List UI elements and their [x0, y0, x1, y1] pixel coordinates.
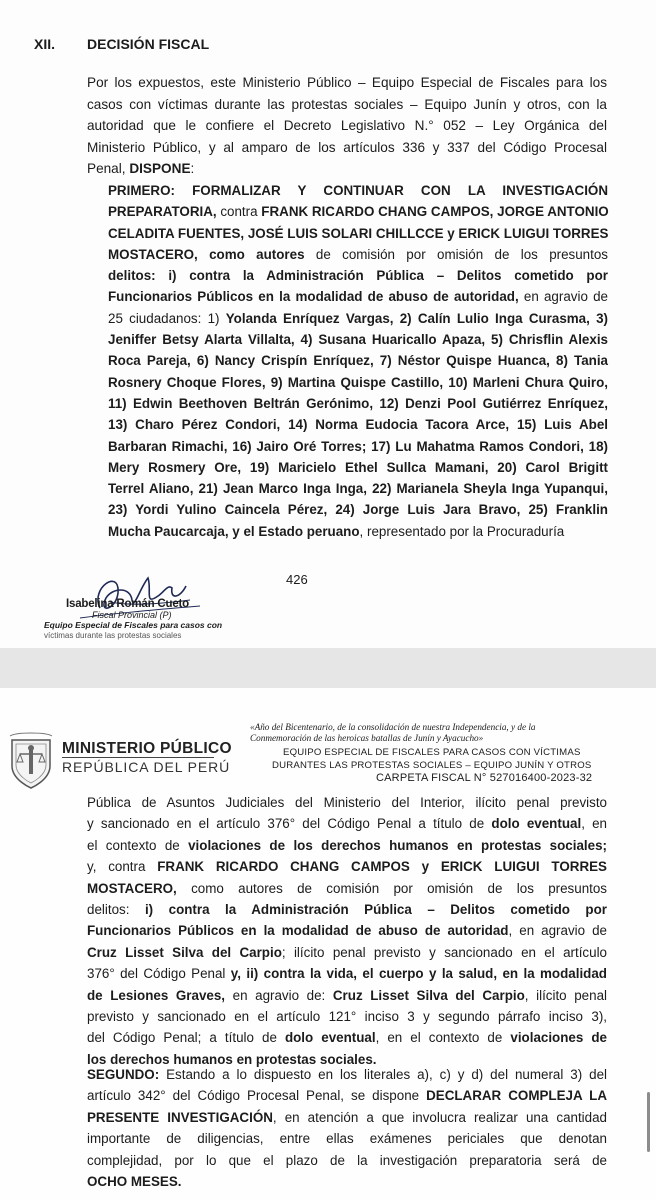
primero-text: Jeniffer Betsy Alarta Villalta, 4) Susana Huaricallo Apaza, 5) Chrisflin Alexis — [108, 332, 608, 348]
continuation-text: FRANK RICARDO CHANG CAMPOS y ERICK LUIGUI TORRES — [157, 859, 607, 875]
primero-text: PREPARATORIA, — [108, 204, 217, 220]
primero-line — [108, 350, 608, 371]
segundo-text: DECLARAR COMPLEJA LA — [426, 1088, 607, 1104]
continuation-text: , en el contexto de — [375, 1030, 511, 1046]
continuation-text: , ilícito penal — [524, 987, 607, 1003]
primero-line — [108, 478, 608, 499]
continuation-text: dolo eventual — [284, 1030, 376, 1046]
primero-line — [108, 372, 608, 393]
team-name-line-1: EQUIPO ESPECIAL DE FISCALES PARA CASOS CON VÍCTIMAS — [283, 747, 581, 758]
primero-text: , representado por la Procuraduría — [359, 523, 565, 539]
primero-line — [108, 436, 608, 457]
segundo-text: , en atención a que involucra realizar una cantidad — [272, 1109, 607, 1125]
page-number: 426 — [286, 572, 308, 587]
continuation-text: en agravio de: — [225, 987, 333, 1003]
primero-text: PRIMERO: FORMALIZAR Y CONTINUAR CON LA INVESTIGACIÓN — [108, 183, 608, 198]
signature-name: Isabelina Román Cueto — [66, 598, 189, 610]
primero-text: CELADITA FUENTES, JOSÉ LUIS SOLARI CHILLCCE y ERICK LUIGUI TORRES — [108, 225, 609, 241]
continuation-text: ; ilícito penal previsto y sancionado en el artículo — [281, 944, 607, 960]
segundo-text: importante de diligencias, entre ellas exámenes periciales que denotan — [87, 1131, 607, 1147]
continuation-line — [87, 856, 607, 877]
signature-role: Fiscal Provincial (P) — [92, 610, 172, 620]
primero-text: FRANK RICARDO CHANG CAMPOS, JORGE ANTONIO — [261, 204, 609, 220]
intro-line — [87, 158, 607, 180]
continuation-text: delitos: — [87, 902, 145, 918]
primero-line — [108, 180, 608, 201]
section-title: DECISIÓN FISCAL — [87, 36, 210, 52]
continuation-text: dolo eventual — [491, 816, 582, 832]
dispone-keyword: DISPONE — [129, 161, 191, 176]
primero-text: 13) Charo Pérez Condori, 14) Norma Eudocia Tacora Arce, 15) Luis Abel — [108, 417, 608, 433]
intro-last-suffix: : — [190, 161, 195, 176]
scrollbar-thumb[interactable] — [647, 1092, 650, 1152]
primero-line — [108, 223, 608, 244]
primero-text: Barbaran Rimachi, 16) Jairo Oré Torres; 17) Lu Mahatma Ramos Condori, 18) — [108, 438, 608, 454]
signature-team-cut-text: víctimas durante las protestas sociales — [44, 631, 182, 640]
primero-text: Roca Pareja, 6) Nancy Crispín Enríquez, 7) Néstor Quispe Huanca, 8) Tania — [108, 353, 608, 369]
org-country: REPÚBLICA DEL PERÚ — [62, 759, 231, 775]
primero-paragraph — [108, 180, 608, 542]
intro-line: autoridad que le confiere el Decreto Legislativo N.° 052 – Ley Orgánica del — [87, 118, 607, 133]
motto-line: Conmemoración de las heroicas batallas de Junín y Ayacucho» — [250, 733, 484, 743]
primero-text: 25 ciudadanos: 1) — [108, 310, 226, 326]
continuation-line — [87, 878, 607, 899]
continuation-text: el contexto de — [87, 837, 189, 853]
primero-text: Mery Rosmery Ore, 19) Maricielo Ethel Sullca Mamani, 20) Carol Brigitt — [108, 459, 608, 475]
continuation-paragraph — [87, 792, 607, 1070]
segundo-line — [87, 1107, 607, 1128]
continuation-text: del Código Penal; a título de — [87, 1030, 285, 1046]
primero-text: 11) Edwin Beethoven Beltrán Gerónimo, 12) Denzi Pool Gutiérrez Enríquez, — [108, 395, 608, 411]
continuation-line — [87, 1027, 607, 1048]
segundo-text: Estando a lo dispuesto en los literales a), c) y d) del numeral 3) del — [159, 1067, 607, 1082]
continuation-text: , en — [581, 816, 607, 832]
segundo-text: complejidad, por lo que el plazo de la investigación preparatoria será de — [87, 1152, 607, 1168]
primero-text: Mucha Paucarcaja, y el Estado peruano — [108, 523, 360, 539]
continuation-text: previsto y sancionado en el artículo 121° inciso 3 y segundo párrafo inciso 3), — [87, 1009, 607, 1025]
continuation-line — [87, 1006, 607, 1027]
continuation-text: violaciones de los derechos humanos en protestas sociales; — [188, 837, 607, 853]
primero-line — [108, 457, 608, 478]
year-motto — [250, 722, 650, 744]
primero-text: Terrel Aliano, 21) Jean Marco Inga Inga, 22) Marianela Sheyla Inga Yupanqui, — [108, 481, 608, 497]
continuation-text: Cruz Lisset Silva del Carpio — [87, 944, 282, 960]
primero-text: 23) Yordi Yulino Caincela Pérez, 24) Jorge Luis Jara Bravo, 25) Franklin — [108, 502, 608, 518]
primero-text: de comisión por omisión de los presuntos — [304, 246, 608, 262]
primero-line — [108, 286, 608, 307]
primero-text: Funcionarios Públicos en la modalidad de abuso de autoridad, — [108, 289, 519, 305]
continuation-text: y, contra — [87, 859, 158, 875]
intro-line: casos con víctimas durante las protestas sociales – Equipo Junín y otros, con la — [87, 96, 607, 112]
ministerio-publico-seal-icon — [8, 732, 54, 790]
segundo-text: PRESENTE INVESTIGACIÓN — [87, 1109, 273, 1125]
team-name-line-2: DURANTES LAS PROTESTAS SOCIALES – EQUIPO JUNÍN Y OTROS — [272, 760, 592, 771]
segundo-text: artículo 342° del Código Procesal Penal, se dispone — [87, 1088, 427, 1104]
continuation-text: MOSTACERO, — [87, 880, 177, 896]
org-divider — [62, 757, 214, 758]
signature-team: Equipo Especial de Fiscales para casos con — [44, 620, 223, 630]
continuation-line — [87, 963, 607, 984]
primero-line — [108, 329, 608, 350]
page-separator — [0, 648, 656, 688]
segundo-line — [87, 1064, 607, 1085]
continuation-line — [87, 813, 607, 834]
continuation-text: los derechos humanos en protestas sociales. — [87, 1051, 377, 1067]
case-file-number: CARPETA FISCAL N° 527016400-2023-32 — [376, 772, 593, 784]
primero-line — [108, 308, 608, 329]
segundo-paragraph — [87, 1064, 607, 1192]
continuation-text: Cruz Lisset Silva del Carpio — [332, 987, 525, 1003]
segundo-text: SEGUNDO: — [87, 1067, 160, 1082]
primero-line — [108, 393, 608, 414]
primero-line — [108, 521, 608, 542]
org-name: MINISTERIO PÚBLICO — [62, 740, 232, 757]
continuation-line — [87, 920, 607, 941]
section-number: XII. — [34, 36, 56, 52]
segundo-line — [87, 1128, 607, 1149]
segundo-line — [87, 1171, 607, 1192]
primero-line — [108, 265, 608, 286]
motto-line: «Año del Bicentenario, de la consolidación de nuestra Independencia, y de la — [250, 722, 536, 732]
intro-paragraph — [87, 72, 607, 180]
primero-text: Yolanda Enríquez Vargas, 2) Calín Lulio Inga Curasma, 3) — [225, 310, 608, 326]
intro-line: Por los expuestos, este Ministerio Público – Equipo Especial de Fiscales para los — [87, 75, 607, 90]
continuation-text: violaciones de — [510, 1030, 607, 1046]
segundo-line — [87, 1150, 607, 1171]
primero-line — [108, 414, 608, 435]
primero-text: contra — [216, 204, 262, 220]
continuation-text: Pública de Asuntos Judiciales del Ministerio del Interior, ilícito penal previsto — [87, 795, 607, 810]
continuation-text: 376° del Código Penal — [87, 966, 231, 982]
continuation-text: , en agravio de — [508, 923, 607, 939]
continuation-text: y sancionado en el artículo 376° del Código Penal a título de — [87, 816, 492, 832]
continuation-text: Funcionarios Públicos en la modalidad de abuso de autoridad — [87, 923, 509, 939]
segundo-text: OCHO MESES. — [87, 1174, 182, 1190]
signature-team-cut — [44, 631, 194, 640]
primero-text: en agravio de — [518, 289, 608, 305]
primero-text: MOSTACERO, como autores — [108, 246, 305, 262]
continuation-text: i) contra la Administración Pública – Delitos cometido por — [144, 902, 607, 918]
primero-text: Rosnery Choque Flores, 9) Martina Quispe Castillo, 10) Marleni Chura Quiro, — [108, 374, 608, 390]
primero-line — [108, 244, 608, 265]
continuation-text: como autores de comisión por omisión de los presuntos — [176, 880, 607, 896]
continuation-line — [87, 899, 607, 920]
continuation-line — [87, 835, 607, 856]
intro-line: Ministerio Público, y al amparo de los artículos 336 y 337 del Código Procesal — [87, 139, 607, 155]
continuation-text: y, ii) contra la vida, el cuerpo y la salud, en la modalidad — [230, 966, 607, 982]
segundo-line — [87, 1085, 607, 1106]
primero-line — [108, 201, 608, 222]
primero-text: delitos: i) contra la Administración Pública – Delitos cometido por — [108, 268, 608, 284]
continuation-line — [87, 985, 607, 1006]
continuation-text: de Lesiones Graves, — [87, 987, 226, 1003]
continuation-line — [87, 792, 607, 813]
continuation-line — [87, 942, 607, 963]
primero-line — [108, 499, 608, 520]
intro-last-prefix: Penal, — [87, 161, 130, 176]
